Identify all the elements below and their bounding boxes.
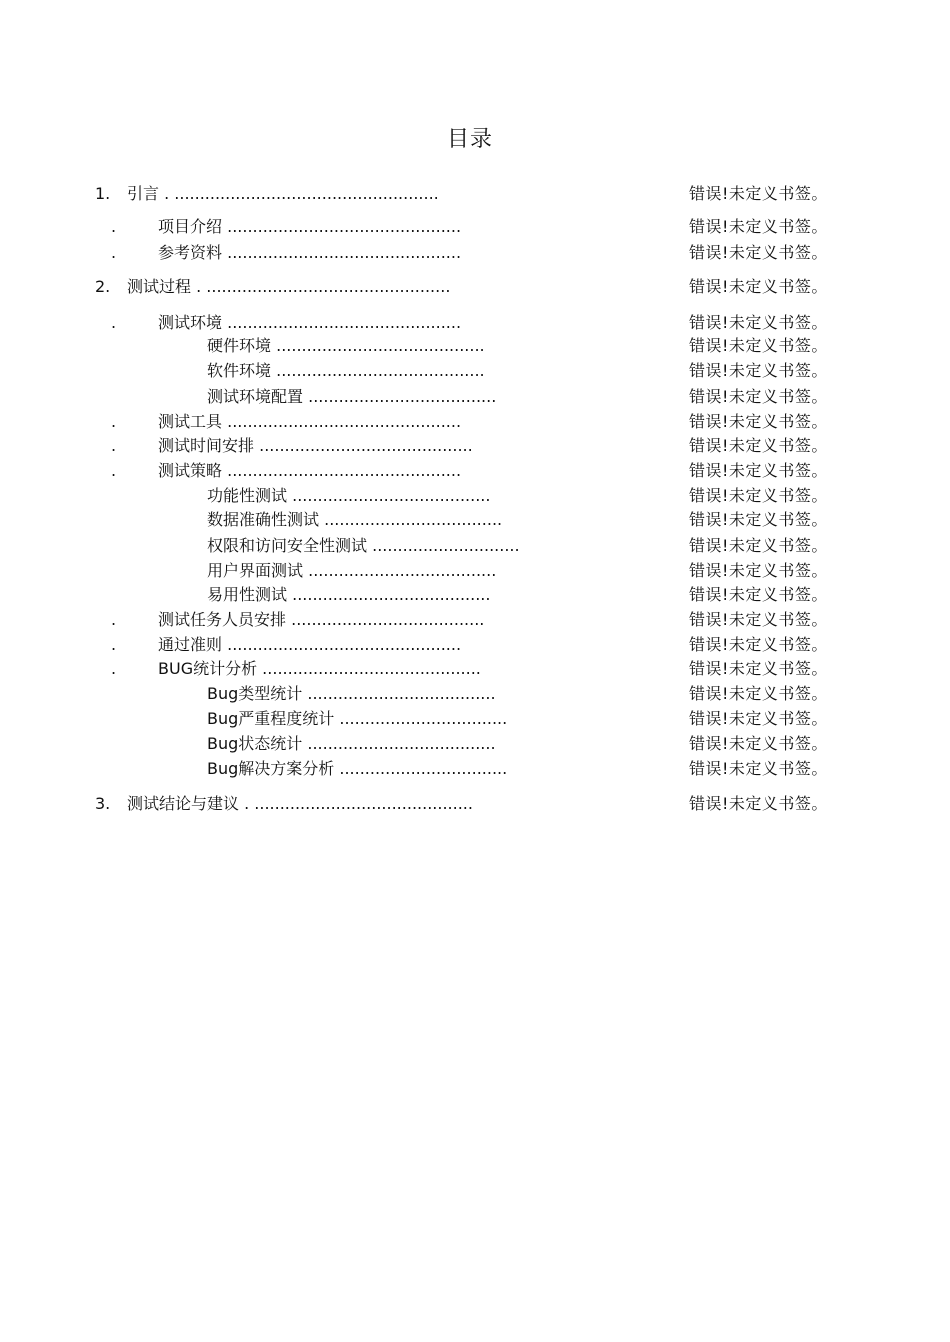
toc-entry-label: BUG统计分析 ........................................... xyxy=(158,659,481,678)
toc-entry-label: 用户界面测试 ..................................... xyxy=(207,561,497,580)
toc-entry-page-ref: 错误!未定义书签。 xyxy=(689,585,828,604)
toc-entry-page-ref: 错误!未定义书签。 xyxy=(689,510,828,529)
toc-entry[interactable] xyxy=(0,609,950,631)
toc-entry-label: 测试环境配置 ..................................... xyxy=(207,387,497,406)
toc-entry[interactable] xyxy=(0,560,950,582)
toc-entry-label: 测试任务人员安排 ...................................... xyxy=(158,610,485,629)
toc-entry[interactable] xyxy=(0,584,950,606)
toc-entry-label: 权限和访问安全性测试 ............................. xyxy=(207,536,520,555)
toc-entry[interactable] xyxy=(0,708,950,730)
toc-entry[interactable] xyxy=(0,535,950,557)
toc-entry-page-ref: 错误!未定义书签。 xyxy=(689,684,828,703)
toc-entry-page-ref: 错误!未定义书签。 xyxy=(689,277,828,296)
toc-entry-page-ref: 错误!未定义书签。 xyxy=(689,217,828,236)
toc-entry-number: . xyxy=(111,436,117,455)
toc-entry[interactable] xyxy=(0,509,950,531)
toc-entry-number: . xyxy=(111,412,117,431)
toc-entry-label: Bug解决方案分析 ................................. xyxy=(207,759,508,778)
toc-entry-label: Bug状态统计 ..................................... xyxy=(207,734,496,753)
toc-entry-page-ref: 错误!未定义书签。 xyxy=(689,184,828,203)
toc-entry-label: 测试时间安排 .......................................... xyxy=(158,436,473,455)
toc-entry-page-ref: 错误!未定义书签。 xyxy=(689,361,828,380)
toc-entry-label: 软件环境 ......................................... xyxy=(207,361,485,380)
toc-entry[interactable] xyxy=(0,276,950,298)
toc-entry[interactable] xyxy=(0,634,950,656)
toc-entry-label: 测试结论与建议 . ........................................... xyxy=(127,794,473,813)
toc-entry[interactable] xyxy=(0,683,950,705)
toc-entry[interactable] xyxy=(0,658,950,680)
toc-entry-page-ref: 错误!未定义书签。 xyxy=(689,709,828,728)
toc-entry[interactable] xyxy=(0,758,950,780)
toc-title: 目录 xyxy=(446,127,493,152)
toc-entry-page-ref: 错误!未定义书签。 xyxy=(689,536,828,555)
toc-entry-label: 参考资料 .............................................. xyxy=(158,243,462,262)
toc-entry-page-ref: 错误!未定义书签。 xyxy=(689,412,828,431)
toc-entry-label: 功能性测试 ....................................... xyxy=(207,486,491,505)
toc-entry-page-ref: 错误!未定义书签。 xyxy=(689,561,828,580)
toc-entry-number: . xyxy=(111,610,117,629)
toc-entry-page-ref: 错误!未定义书签。 xyxy=(689,610,828,629)
toc-entry-page-ref: 错误!未定义书签。 xyxy=(689,436,828,455)
toc-entry[interactable] xyxy=(0,485,950,507)
toc-entry-page-ref: 错误!未定义书签。 xyxy=(689,313,828,332)
toc-entry-label: 硬件环境 ......................................... xyxy=(207,336,485,355)
toc-entry[interactable] xyxy=(0,335,950,357)
toc-entry[interactable] xyxy=(0,460,950,482)
toc-entry-number: . xyxy=(111,635,117,654)
toc-entry-page-ref: 错误!未定义书签。 xyxy=(689,336,828,355)
toc-entry[interactable] xyxy=(0,411,950,433)
toc-entry-label: 测试策略 .............................................. xyxy=(158,461,462,480)
toc-entry-page-ref: 错误!未定义书签。 xyxy=(689,794,828,813)
toc-entry-number: . xyxy=(111,313,117,332)
toc-entry[interactable] xyxy=(0,242,950,264)
toc-entry-label: 通过准则 .............................................. xyxy=(158,635,462,654)
toc-entry-number: . xyxy=(111,659,117,678)
toc-entry-page-ref: 错误!未定义书签。 xyxy=(689,759,828,778)
toc-entry-page-ref: 错误!未定义书签。 xyxy=(689,243,828,262)
toc-entry-label: 测试过程 . ................................................ xyxy=(127,277,451,296)
toc-entry[interactable] xyxy=(0,435,950,457)
toc-entry-page-ref: 错误!未定义书签。 xyxy=(689,461,828,480)
toc-entry-number: . xyxy=(111,217,117,236)
toc-entry[interactable] xyxy=(0,733,950,755)
toc-entry-label: 测试环境 .............................................. xyxy=(158,313,462,332)
toc-entry-label: 易用性测试 ....................................... xyxy=(207,585,491,604)
toc-entry-number: 2. xyxy=(95,277,111,296)
toc-entry-number: 1. xyxy=(95,184,111,203)
toc-entry-label: Bug类型统计 ..................................... xyxy=(207,684,496,703)
toc-entry-label: 项目介绍 .............................................. xyxy=(158,217,462,236)
toc-entry[interactable] xyxy=(0,216,950,238)
toc-entry-label: 引言 . .................................................... xyxy=(127,184,439,203)
toc-entry[interactable] xyxy=(0,312,950,334)
toc-entry-page-ref: 错误!未定义书签。 xyxy=(689,486,828,505)
toc-entry-page-ref: 错误!未定义书签。 xyxy=(689,734,828,753)
toc-entry-label: 测试工具 .............................................. xyxy=(158,412,462,431)
toc-entry[interactable] xyxy=(0,183,950,205)
toc-entry-number: . xyxy=(111,243,117,262)
toc-entry-number: 3. xyxy=(95,794,111,813)
toc-entry-page-ref: 错误!未定义书签。 xyxy=(689,387,828,406)
toc-entry-label: Bug严重程度统计 ................................. xyxy=(207,709,508,728)
toc-entry[interactable] xyxy=(0,386,950,408)
toc-entry[interactable] xyxy=(0,793,950,815)
toc-entry-page-ref: 错误!未定义书签。 xyxy=(689,659,828,678)
toc-entry-label: 数据准确性测试 ................................... xyxy=(207,510,503,529)
toc-entry-page-ref: 错误!未定义书签。 xyxy=(689,635,828,654)
toc-entry-number: . xyxy=(111,461,117,480)
toc-entry[interactable] xyxy=(0,360,950,382)
